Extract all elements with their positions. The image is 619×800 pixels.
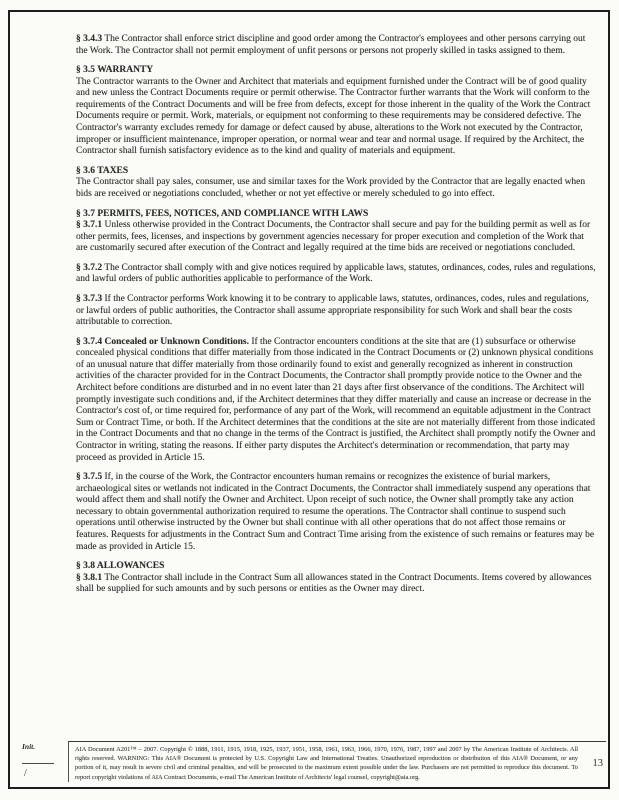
clause-3-7-3 bbox=[76, 294, 596, 329]
clause-3-6-body bbox=[76, 177, 596, 200]
clause-number: § 3.8.1 bbox=[76, 572, 103, 583]
initials-slash: / bbox=[24, 767, 27, 779]
clause-text: The Contractor shall include in the Contract Sum all allowances stated in the Contract Documents. Items covered by allowances shall be supplied for such amounts and by such persons or entities as the Owner may direct. bbox=[76, 572, 592, 595]
initials-line bbox=[22, 763, 54, 764]
section-heading-3-7: § 3.7 PERMITS, FEES, NOTICES, AND COMPLIANCE WITH LAWS bbox=[76, 208, 369, 219]
clause-number: § 3.4.3 bbox=[76, 34, 103, 44]
contract-text bbox=[76, 34, 596, 604]
clause-text: The Contractor shall pay sales, consumer, use and similar taxes for the Work provided by the Contractor that are legally enacted when bids are received or negotiations concluded, whether or not yet effective or merely scheduled to go into effect. bbox=[76, 177, 586, 199]
initials-block bbox=[14, 741, 68, 782]
clause-3-4-3 bbox=[76, 34, 596, 57]
clause-3-7-5 bbox=[76, 472, 596, 553]
clause-text: If the Contractor performs Work knowing it to be contrary to applicable laws, statutes, ordinances, codes, rules and regulations, or lawful orders of public authorities, the Contractor shall assume appropriate responsibility for such Work and shall bear the costs attributable to correction. bbox=[76, 293, 589, 328]
page-footer bbox=[14, 741, 606, 782]
clause-number: § 3.7.4 Concealed or Unknown Conditions. bbox=[76, 336, 249, 347]
copyright-notice: AIA Document A201™ – 2007. Copyright © 1888, 1911, 1915, 1918, 1925, 1937, 1951, 1958, 1961, 1963, 1966, 1970, 1976, 1987, 1997 and 2007 by The American Institute of Architects. All rights reserved. WARNING: This AIA® Document is protected by U.S. Copyright Law and International Treaties. Unauthorized reproduction or distribution of this AIA® Document, or any portion of it, may result in severe civil and criminal penalties, and will be prosecuted to the maximum extent possible under the law. Purchasers are not permitted to reproduce this document. To report copyright violations of AIA Contract Documents, e-mail The American Institute of Architects' legal counsel, copyright@aia.org. bbox=[75, 745, 578, 781]
clause-number: § 3.7.2 bbox=[76, 262, 103, 273]
clause-text: The Contractor warrants to the Owner and Architect that materials and equipment furnished under the Contract will be of good quality and new unless the Contract Documents require or permit otherwise. The Contractor further warrants that the Work will conform to the requirements of the Contract Documents and will be free from defects, except for those inherent in the quality of the Work the Contract Documents require or permit. Work, materials, or equipment not conforming to these requirements may be considered defective. The Contractor's warranty excludes remedy for damage or defect caused by abuse, alterations to the Work not executed by the Contractor, improper or insufficient maintenance, improper operation, or normal wear and tear and normal usage. If required by the Architect, the Contractor shall furnish satisfactory evidence as to the kind and quality of materials and equipment. bbox=[76, 76, 591, 157]
footer-legal-area bbox=[68, 741, 606, 782]
clause-number: § 3.7.1 bbox=[76, 220, 103, 231]
page-number: 13 bbox=[592, 757, 603, 769]
section-heading-3-8: § 3.8 ALLOWANCES bbox=[76, 561, 165, 572]
initials-label: Init. bbox=[22, 741, 36, 751]
clause-3-7-2 bbox=[76, 263, 596, 286]
clause-text: The Contractor shall comply with and give notices required by applicable laws, statutes, ordinances, codes, rules and regulations, and lawful orders of public authorities applicable to performance of the Work. bbox=[76, 262, 596, 285]
clause-number: § 3.7.3 bbox=[76, 293, 103, 304]
clause-3-8-1 bbox=[76, 573, 596, 596]
clause-3-7-4 bbox=[76, 337, 596, 464]
clause-text: If the Contractor encounters conditions at the site that are (1) subsurface or otherwise concealed physical conditions that differ materially from those indicated in the Contract Documents or (2) unknown physical conditions of an unusual nature that differ materially from those ordinarily found to exist and generally recognized as inherent in construction activities of the character provided for in the Contract Documents, the Contractor shall promptly provide notice to the Owner and the Architect before conditions are disturbed and in no event later than 21 days after first observance of the conditions. The Architect will promptly investigate such conditions and, if the Architect determines that they differ materially and cause an increase or decrease in the Contractor's cost of, or time required for, performance of any part of the Work, will recommend an equitable adjustment in the Contract Sum or Contract Time, or both. If the Architect determines that the conditions at the site are not materially different from those indicated in the Contract Documents and that no change in the terms of the Contract is justified, the Architect shall promptly notify the Owner and Contractor in writing, stating the reasons. If either party disputes the Architect's determination or recommendation, that party may proceed as provided in Article 15. bbox=[76, 336, 596, 463]
clause-3-5-body bbox=[76, 77, 596, 158]
section-heading-3-6: § 3.6 TAXES bbox=[76, 165, 129, 176]
clause-number: § 3.7.5 bbox=[76, 472, 103, 483]
clause-text: Unless otherwise provided in the Contract Documents, the Contractor shall secure and pay for the building permit as well as for other permits, fees, licenses, and inspections by government agencies necessary for proper execution and completion of the Work that are customarily secured after execution of the Contract and legally required at the time bids are received or negotiations concluded. bbox=[76, 220, 591, 254]
section-heading-3-5: § 3.5 WARRANTY bbox=[76, 65, 154, 76]
clause-text: The Contractor shall enforce strict discipline and good order among the Contractor's employees and other persons carrying out the Work. The Contractor shall not permit employment of unfit persons or persons not properly skilled in tasks assigned to them. bbox=[76, 34, 586, 56]
clause-text: If, in the course of the Work, the Contractor encounters human remains or recognizes the existence of burial markers, archaeological sites or wetlands not indicated in the Contract Documents, the Contractor shall immediately suspend any operations that would affect them and shall notify the Owner and Architect. Upon receipt of such notice, the Owner shall promptly take any action necessary to obtain governmental authorization required to resume the operations. The Contractor shall continue to suspend such operations until otherwise instructed by the Owner but shall continue with all other operations that do not affect those remains or features. Requests for adjustments in the Contract Sum and Contract Time arising from the existence of such remains or features may be made as provided in Article 15. bbox=[76, 472, 595, 552]
clause-3-7-1 bbox=[76, 220, 596, 255]
